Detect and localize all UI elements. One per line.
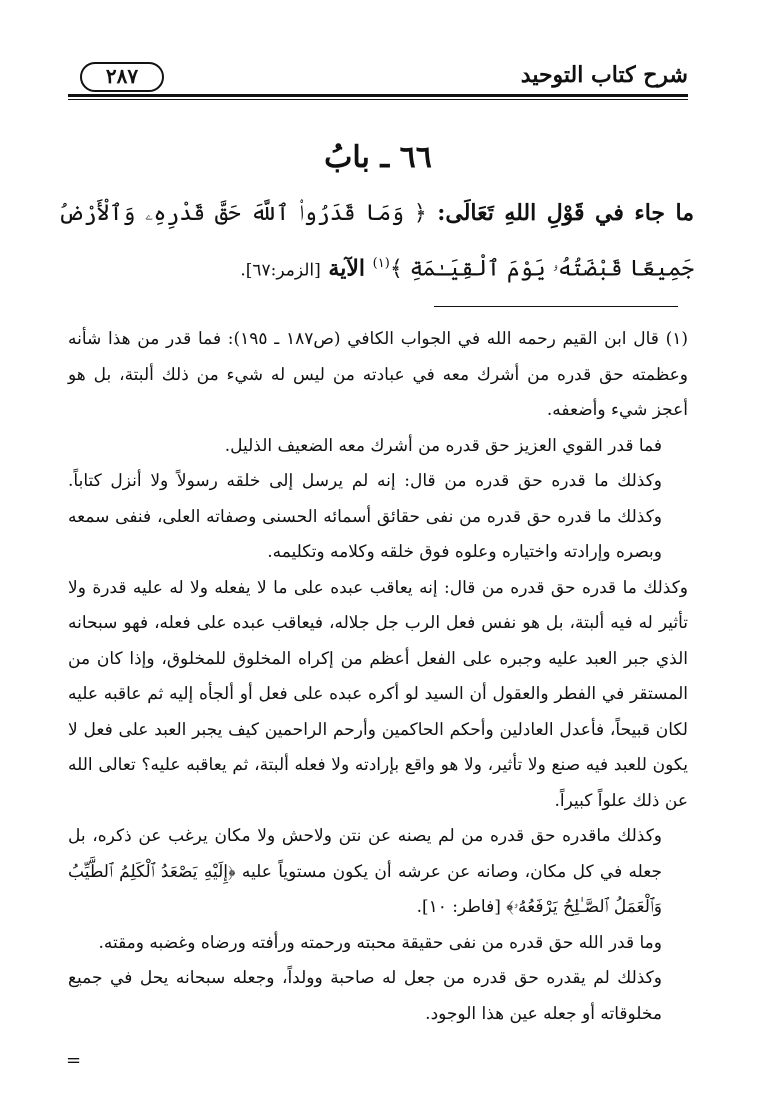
footnote-separator: [434, 306, 678, 307]
header-rule-thin: [68, 99, 688, 100]
footnote-paragraph: وما قدر الله حق قدره من نفى حقيقة محبته ورحمته ورأفته ورضاه وغضبه ومقته.: [98, 932, 662, 953]
chapter-title: ٦٦ ـ بابُ: [324, 140, 432, 175]
continuation-mark: =: [66, 1050, 82, 1071]
footnote-paragraph: وكذلك ما قدره حق قدره من قال: إنه يعاقب عبده على ما لا يفعله ولا له عليه قدرة ولا تأثير له فيه ألبتة، بل هو نفس فعل الرب جل جلاله، فيعاقب عبده على فعله، فهو سبحانه الذي جبر العبد عليه وجبره على الفعل أعظم من إكراه المخلوق للمخلوق، وإذا كان من المستقر في الفطر والعقول أن السيد لو أكره عبده على فعل أو ألجأه إليه ثم عاقبه عليه لكان قبيحاً، فأعدل العادلين وأحكم الحاكمين وأرحم الراحمين كيف يجبر العبد على فعل لا يكون للعبد فيه صنع ولا تأثير، ولا هو واقع بإرادته ولا فعله ألبتة، ثم يعاقبه عليه؟ تعالى الله عن ذلك علواً كبيراً.: [68, 577, 688, 811]
quran-verse: ﴿ وَمَا قَدَرُوا۟ ٱللَّهَ حَقَّ قَدْرِهِۦ وَٱلْأَرْضُ جَمِيعًا قَبْضَتُهُۥ يَوْمَ ٱلْقِيَـٰمَةِ ﴾: [58, 201, 694, 282]
verse-citation: [الزمر:٦٧].: [240, 260, 321, 281]
footnote-paragraph: وكذلك لم يقدره حق قدره من جعل له صاحبة وولداً، وجعله سبحانه يحل في جميع مخلوقاته أو جعله عين هذا الوجود.: [68, 968, 662, 1024]
footnote-reference: (١): [372, 256, 390, 271]
page-number-badge: ٢٨٧: [80, 62, 164, 92]
footnote-paragraph: وكذلك ماقدره حق قدره من لم يصنه عن نتن ولاحش ولا مكان يرغب عن ذكره، بل جعله في كل مكان، وصانه عن عرشه أن يكون مستوياً عليه ﴿إِلَيْهِ يَصْعَدُ ٱلْكَلِمُ ٱلطَّيِّبُ وَٱلْعَمَلُ ٱلصَّـٰلِحُ يَرْفَعُهُۥ﴾ [فاطر: ١٠].: [68, 826, 662, 917]
heading-intro: ما جاء في قَوْلِ اللهِ تَعَالَى:: [426, 200, 694, 226]
footnote-paragraph: فما قدر القوي العزيز حق قدره من أشرك معه الضعيف الذليل.: [224, 435, 662, 456]
chapter-heading: [58, 188, 694, 295]
running-title: شرح كتاب التوحيد: [520, 62, 688, 88]
header-rule-thick: [68, 94, 688, 97]
footnote-paragraph: وكذلك ما قدره حق قدره من قال: إنه لم يرسل إلى خلقه رسولاً ولا أنزل كتاباً. وكذلك ما قدره حق قدره من نفى حقائق أسمائه الحسنى وصفاته العلى، فنفى سمعه وبصره وإرادته واختياره وعلوه فوق خلقه وكلامه وتكليمه.: [68, 471, 662, 562]
heading-after: الآية: [320, 255, 373, 282]
footnote-paragraph: (١) قال ابن القيم رحمه الله في الجواب الكافي (ص١٨٧ ـ ١٩٥): فما قدر من هذا شأنه وعظمته حق قدره من أشرك معه في عبادته من ليس له شيء من ذلك ألبتة، بل هو أعجز شيء وأضعفه.: [68, 329, 688, 420]
page-header: [68, 60, 688, 100]
footnotes: [68, 322, 688, 1032]
